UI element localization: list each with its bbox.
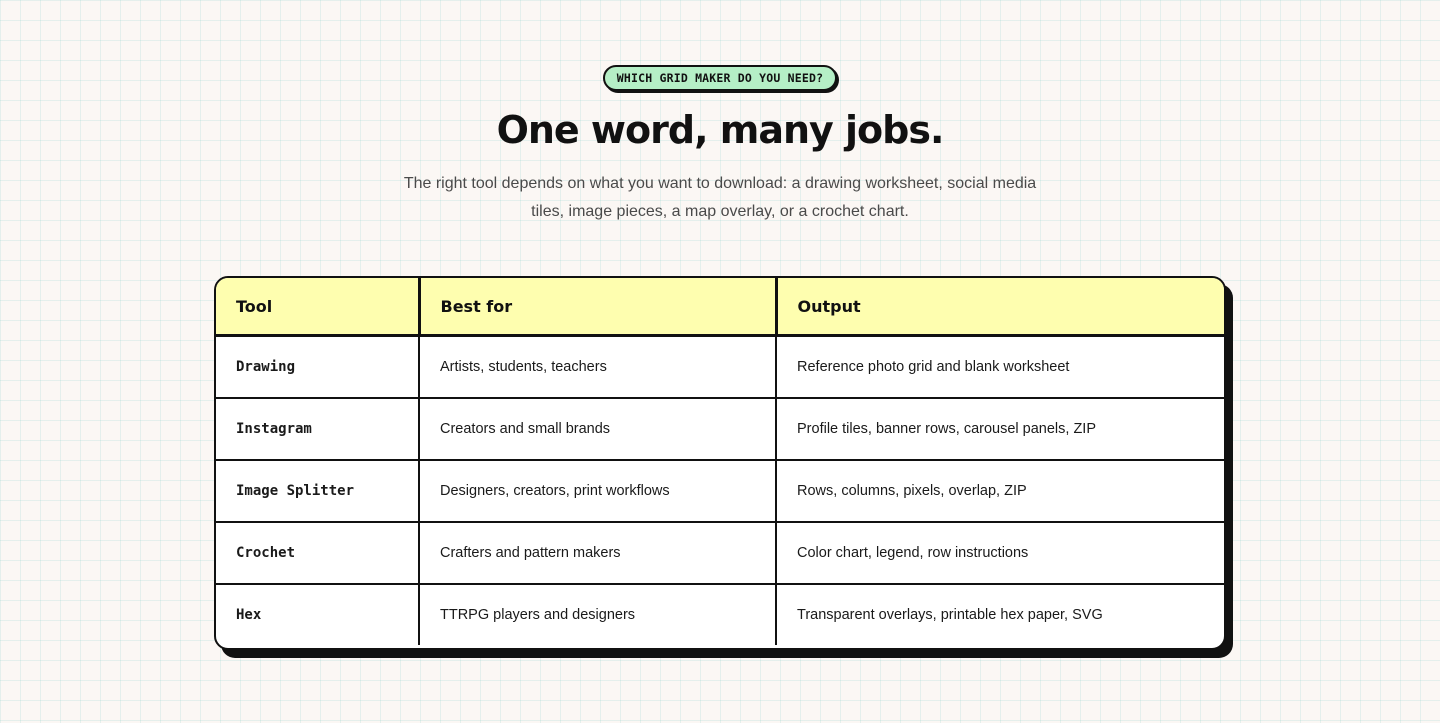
table-row (216, 336, 1224, 399)
table-row (216, 398, 1224, 460)
eyebrow-badge: WHICH GRID MAKER DO YOU NEED? (603, 65, 838, 91)
best-for-cell: Creators and small brands (419, 398, 776, 460)
output-cell: Rows, columns, pixels, overlap, ZIP (776, 460, 1224, 522)
best-for-cell: Crafters and pattern makers (419, 522, 776, 584)
output-cell: Color chart, legend, row instructions (776, 522, 1224, 584)
tool-cell: Instagram (216, 398, 419, 460)
table-header (216, 278, 1224, 336)
output-cell: Profile tiles, banner rows, carousel panels, ZIP (776, 398, 1224, 460)
tool-cell: Crochet (216, 522, 419, 584)
best-for-cell: TTRPG players and designers (419, 584, 776, 645)
best-for-cell: Designers, creators, print workflows (419, 460, 776, 522)
table-row (216, 460, 1224, 522)
table-header-row (216, 278, 1224, 336)
column-header-tool: Tool (216, 278, 419, 336)
table-row (216, 584, 1224, 645)
tool-cell: Hex (236, 607, 262, 623)
section-subtitle: The right tool depends on what you want to download: a drawing worksheet, social media tiles, image pieces, a map overlay, or a crochet chart. (403, 175, 1037, 220)
comparison-table (216, 278, 1224, 645)
tool-cell: Drawing (216, 336, 419, 399)
column-header-best-for: Best for (419, 278, 776, 336)
comparison-table-card (214, 276, 1226, 650)
tool-cell: Image Splitter (216, 460, 419, 522)
table-row (216, 522, 1224, 584)
output-cell: Transparent overlays, printable hex paper, SVG (776, 584, 1224, 645)
best-for-cell: Artists, students, teachers (419, 336, 776, 399)
output-cell: Reference photo grid and blank worksheet (776, 336, 1224, 399)
section-title: One word, many jobs. (496, 108, 944, 152)
eyebrow-container (0, 65, 1440, 91)
column-header-output: Output (776, 278, 1224, 336)
table-body (216, 336, 1224, 646)
